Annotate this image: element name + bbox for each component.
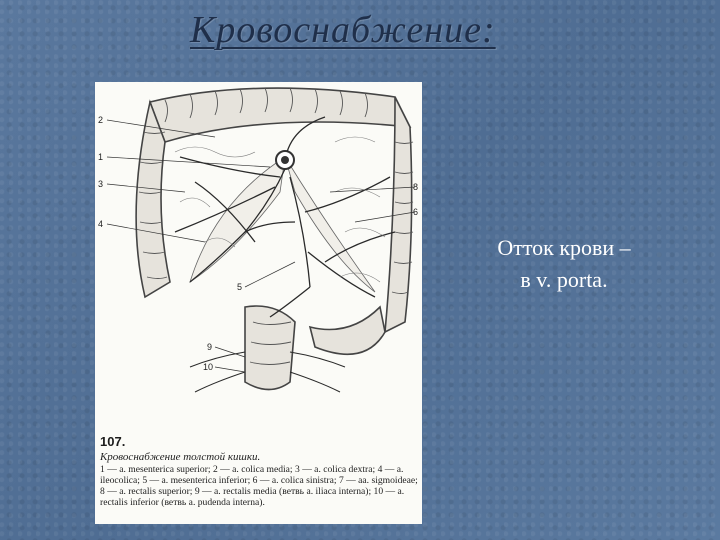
portal-vein-callout <box>474 232 654 296</box>
label-5: 5 <box>237 282 243 292</box>
label-10: 10 <box>203 362 214 372</box>
label-6: 6 <box>413 207 419 217</box>
label-1: 1 <box>98 152 104 162</box>
figure-caption <box>100 452 418 508</box>
label-3: 3 <box>98 179 104 189</box>
colon-blood-supply-illustration <box>95 82 422 432</box>
callout-line-1: Отток крови – <box>497 235 631 260</box>
label-2: 2 <box>98 115 104 125</box>
label-8: 8 <box>413 182 419 192</box>
slide-title: Кровоснабжение: <box>190 9 496 51</box>
figure-caption-body: 1 — a. mesenterica superior; 2 — a. colica media; 3 — a. colica dextra; 4 — a. ileocolica; 5 — a. mesenterica inferior; 6 — a. colica sinistra; 7 — aa. sigmoideae; 8 — a. rectalis superior; 9 — a. rectalis media (ветвь a. iliaca interna); 10 — a. rectalis inferior (ветвь a. pudenda interna). <box>100 464 418 508</box>
figure-caption-title: Кровоснабжение толстой кишки. <box>100 451 261 463</box>
label-9: 9 <box>207 342 213 352</box>
label-4: 4 <box>98 219 104 229</box>
anatomy-figure <box>95 82 422 524</box>
figure-number: 107. <box>100 434 126 449</box>
callout-line-2: в v. porta. <box>520 267 608 292</box>
